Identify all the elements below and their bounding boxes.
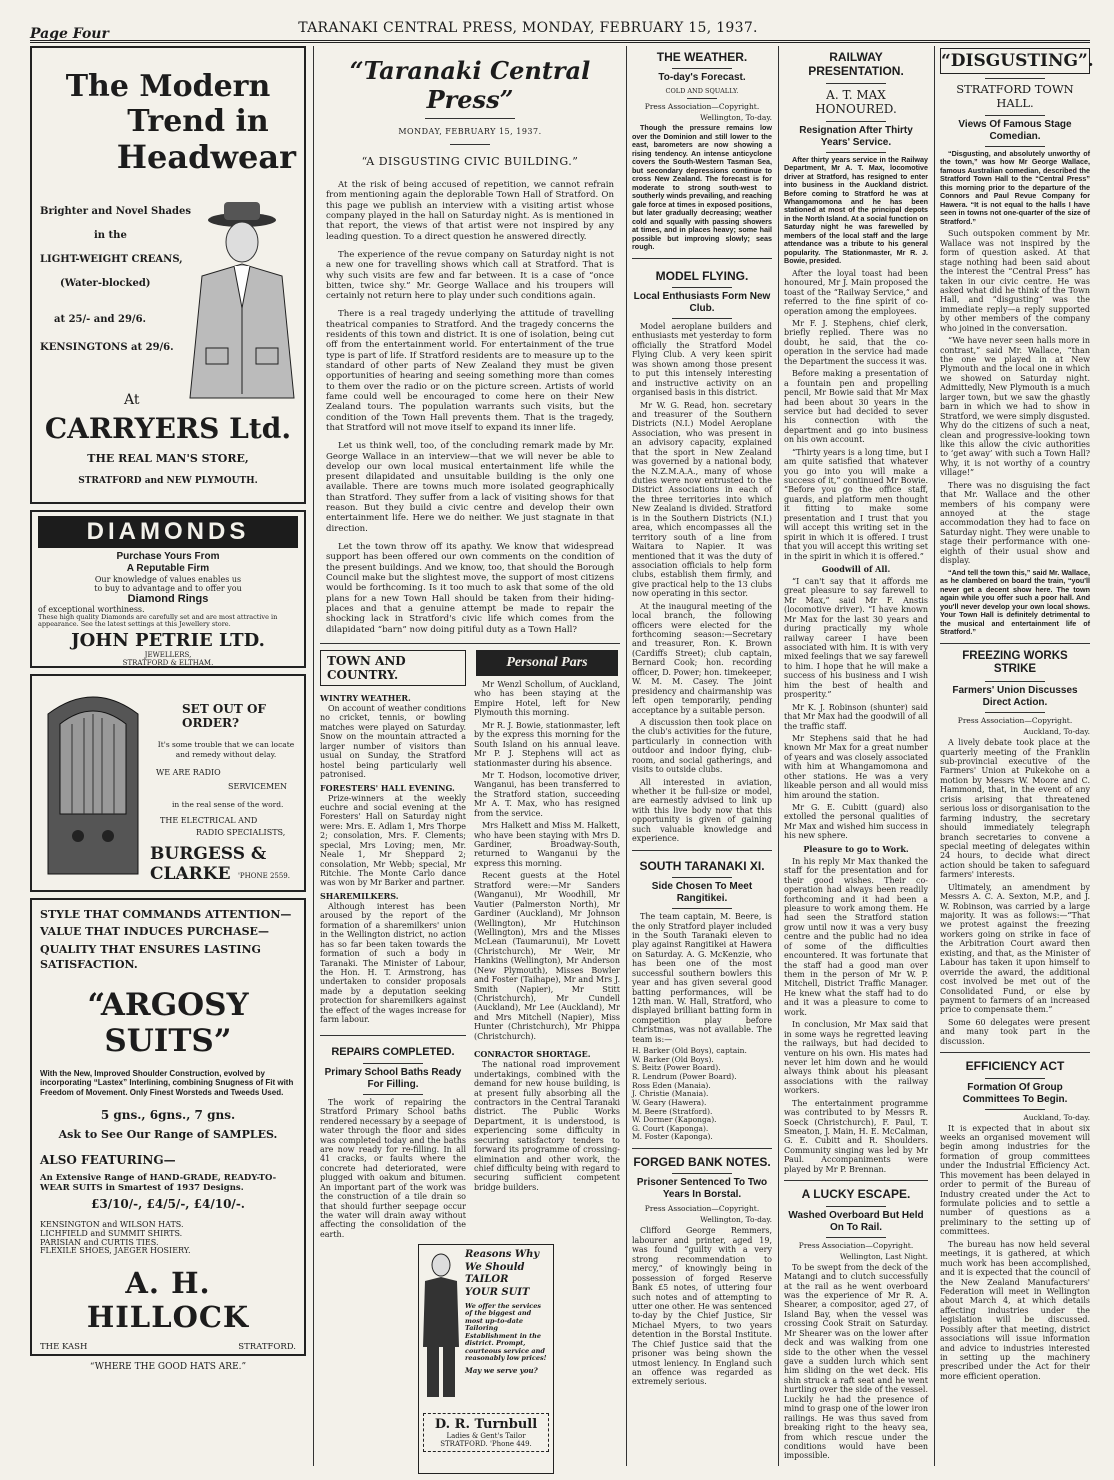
column-three (632, 46, 772, 1470)
paragraph: On account of weather conditions no cricket, tennis, or bowling matches were played on Saturday. Snow on the mountain attracted a larger number of visitors than usual on Sunday, the Stratford hostel being particularly well patronised. (320, 704, 466, 780)
column-rule (778, 46, 779, 1466)
item-caption: FORESTERS' HALL EVENING. (320, 782, 455, 793)
page-number: Page Four (30, 26, 109, 42)
divider (687, 98, 717, 99)
divider (672, 68, 732, 69)
hillock-ad (30, 898, 306, 1373)
ad-line: STRATFORD. (238, 1342, 296, 1353)
paragraph: Mr G. E. Cubitt (guard) also extolled the personal qualities of Mr Max and wished him success in his new sphere. (784, 803, 928, 841)
list-item: M. Beere (Stratford). (632, 1106, 713, 1116)
section-title: Personal Pars (476, 650, 618, 676)
item-caption: SHAREMILKERS. (320, 890, 399, 901)
paragraph: The work of repairing the Stratford Primary School baths rendered necessary by a seepage of water through the floor and sides was completed today and the baths are now ready for re-filling. In all 41 cracks, or faults where the concrete had deteriorated, were plugged with oakum and bitumen. An important part of the work was the construction of a tile drain so that should further seepage occur the water will drain away without affecting the consolidation of the earth. (320, 1097, 466, 1239)
divider (363, 1063, 423, 1064)
paragraph: Let the town throw off its apathy. We know that widespread support has been offered our own comments on the condition of the present buildings. And we know, too, that should the Borough Council make but the slightest move, the support of most citizens would be forthcoming. Is it too much to ask that some of the old plans for a new Town Hall should be taken from their hiding-places and that a genuine attempt be made to repair the shocking lack in Stratford's civic life which comes from the dilapidated “barn” now doing pitiful duty as a Town Hall? (326, 542, 614, 635)
article-subtitle: Local Enthusiasts Form New Club. (633, 291, 771, 315)
article-title: FREEZING WORKS STRIKE (962, 649, 1068, 676)
list-item: R. Lendrum (Power Board). (632, 1072, 737, 1082)
list-item: H. Barker (Old Boys), captain. (632, 1046, 747, 1056)
divider (985, 681, 1045, 682)
section-rule (784, 1180, 928, 1181)
paragraph: Though the pressure remains low over the Dominion and still lower to the east, barometers are now showing a rising tendency. An intense anticyclone covers the South-Western Tasman Sea, but secondary depressions continue to cross New Zealand. The forecast is for moderate to strong south-west to southerly winds prevailing, and reaching gale force at times in exposed positions, but later gradually decreasing; weather cold and squally with passing showers at times, and in places heavy; some hail possible but improving slowly; seas rough. (632, 123, 772, 252)
ad-line: Ladies & Gent's Tailor (446, 1432, 526, 1440)
paragraph: At the inaugural meeting of the local branch, the following officers were elected for the forthcoming season:—Secretary and treasurer, Ron. K. Brown (Cardiffs Street); club captain, Bernard Cook; hon. recording officer, D. Power; hon. timekeeper, W. M. M. Casey. The joint presidency and chairmanship was left open temporarily, pending acceptance by a suitable person. (632, 601, 772, 715)
man-illustration (182, 198, 300, 428)
turnbull-brand: D. R. Turnbull (434, 1417, 538, 1432)
list-item: S. Beitz (Power Board). (632, 1063, 721, 1073)
radio-cabinet-illustration (38, 684, 148, 880)
paragraph: Mr W. G. Read, hon. secretary and treasurer of the Southern Districts (N.I.) Model Aeroplane Association, who was present in an advisory capacity, explained that the sport in New Zealand was governed by a national body, the N.Z.M.A.A., many of whose duties were now entrusted to the District Associations in each of the three territories into which New Zealand is divided. Stratford is in the Southern Districts (N.I.) area, which encompasses all the territory south of a line from Waitara to Napier. It was mentioned that it was the duty of association officials to help form clubs, establish them firmly, and give practical help to the 13 clubs now operating in this sector. (632, 400, 772, 599)
article-subtitle: To-day's Forecast. (658, 72, 746, 84)
ad-line: May we serve you? (465, 1365, 538, 1375)
paragraph: Mr T. Hodson, locomotive driver, Wanganui, has been transferred to the Stratford station, succeeding Mr A. T. Max, who has resigned from the service. (474, 770, 620, 818)
ad-line: FLEXILE SHOES, JAEGER HOSIERY. (40, 1246, 191, 1256)
tailor-illustration (421, 1251, 461, 1401)
ad-line: LICHFIELD and SUMMIT SHIRTS. (40, 1228, 183, 1238)
masthead: TARANAKI CENTRAL PRESS, MONDAY, FEBRUARY 15, 1937. (298, 20, 758, 36)
editorial-masthead: “Taranaki Central Press” (349, 56, 591, 114)
section-rule (320, 643, 620, 644)
article-title: A LUCKY ESCAPE. (801, 1187, 911, 1202)
divider (826, 152, 886, 153)
divider (985, 146, 1045, 147)
column-four (784, 46, 928, 1470)
section-rule (940, 643, 1090, 644)
ad-line: Brighter and Novel Shades (40, 206, 191, 217)
paragraph: Mr K. J. Robinson (shunter) said that Mr Max had the goodwill of all the traffic staff. (784, 702, 928, 731)
paragraph: Mr Wenzl Schollum, of Auckland, who has been staying at the Empire Hotel, left for New Plymouth this morning. (474, 680, 620, 718)
paragraph: After thirty years service in the Railway Department, Mr A. T. Max, locomotive driver at Stratford, has resigned to enter into business in the Auckland district. Before coming to Stratford he was at Whangamomona and he has been stationed at most of the principal depots in the North Island. At a social function on Saturday night he was farewelled by members of the local staff and the large attendance was a tribute to his general popularity. The Stationmaster, Mr R. J. Bowie, presided. (784, 154, 928, 266)
ad-line: JEWELLERS, (144, 651, 192, 660)
paragraph: “I can't say that it affords me great pleasure to say farewell to Mr Max,” said Mr F. Anstis (locomotive driver). “I have known Mr Max for the last 30 years and during practically my whole railway career I have been associated with him. It is with very mixed feelings that we say farewell to him. I hope that he will make a success of his business and I wish him the best of health and prosperity.” (784, 576, 928, 700)
ad-line: STRATFORD. 'Phone 449. (440, 1440, 532, 1448)
ad-prices: 5 gns., 6gns., 7 gns. (100, 1107, 236, 1122)
dateline: Wellington, Last Night. (839, 1251, 928, 1261)
divider (985, 1109, 1045, 1110)
carryers-ad (30, 46, 306, 504)
divider (672, 1173, 732, 1174)
ad-line: VALUE THAT INDUCES PURCHASE— (40, 925, 269, 938)
ad-line: Diamond Rings (127, 593, 209, 605)
header-rule (30, 40, 1090, 43)
paragraph: It is expected that in about six weeks an organised movement will begin among industries for the formation of group committees under the Industrial Efficiency Act. This movement has been delayed in order to permit of the Bureau of Industry created under the Act to formulate policies and to settle a number of questions as a preliminary to the setting up of committees. (940, 1123, 1090, 1237)
column-rule (313, 46, 314, 1466)
dateline: Wellington, To-day. (700, 1215, 772, 1225)
article-title: THE WEATHER. (656, 50, 748, 64)
paragraph: The national road improvement undertakings, combined with the demand for new house building, is at present fully absorbing all the contractors in the Central Taranaki district. The Public Works Department, it is understood, is experiencing some difficulty in securing satisfactory tenders to forward its programme of crossing-elimination and other work, the chief difficulty being with regard to securing sufficient competent bridge builders. (474, 1060, 620, 1192)
article-subtitle: Resignation After Thirty Years' Service. (799, 124, 913, 148)
list-item: W. Barker (Old Boys). (632, 1054, 714, 1064)
press-line: Press Association—Copyright. (644, 102, 760, 112)
paragraph: Let us think well, too, of the concluding remark made by Mr. George Wallace in an interview—that we will never be able to develop our own local musical entertainment life while the present dilapidated and unsuitable building is the only one available. There are towns much more isolated geographically than Stratford. They suffer from a lack of visiting shows for that reason. But they build a civic centre and develop their own entertainment life. Here we do neither. We just stagnate in that direction. (326, 441, 614, 534)
paragraph: Such outspoken comment by Mr. Wallace was not inspired by the form of question asked. At that stage nothing had been said about the interest the “Central Press” has taken in our civic centre. He was asked what did he think of the Town Hall, and “disgusting” was the immediate reply—a reply supported by other members of the company who joined in the conversation. (940, 229, 1090, 333)
paragraph: Prize-winners at the weekly euchre and social evening at the Foresters' Hall on Saturday night were: Mrs. E. Adlam 1, Mrs Thorpe 2; consolation, Mrs. F. Clements; special, Mrs Loving; men, Mr. Neale 1, Mr Sheppard 2; consolation, Mr Webb; special, Mr Ritchie. The Monte Carlo dance was won by Mr Barker and partner. (320, 793, 466, 888)
ad-line: in the (94, 230, 127, 241)
article-subtitle: Formation Of Group Committees To Begin. (962, 1081, 1068, 1105)
divider (826, 1237, 886, 1238)
ad-slogan: “WHERE THE GOOD HATS ARE.” (89, 1362, 247, 1373)
divider (826, 83, 886, 84)
ad-phone: 'PHONE 2559. (238, 872, 290, 880)
ad-footer (40, 1342, 296, 1354)
column-rule (934, 46, 935, 1466)
article-subtitle: A. T. MAX HONOURED. (815, 87, 897, 117)
paragraph: Mr Stephens said that he had known Mr Max for a great number of years and was closely associated with him at Whangamomona and other stations. He was a very likeable person and all would miss him around the station. (784, 733, 928, 800)
list-item: Ross Eden (Manaia). (632, 1080, 711, 1090)
ad-line: RADIO SPECIALISTS, (196, 828, 286, 837)
paragraph: Model aeroplane builders and enthusiasts met yesterday to form officially the Stratford Model Flying Club. A very keen spirit was shown among those present to put this intensely interesting and instructive activity on an organised basis in this district. (632, 322, 772, 398)
article-subtitle: STRATFORD TOWN HALL. (956, 82, 1074, 111)
article-subtitle: Views Of Famous Stage Comedian. (958, 118, 1072, 142)
ad-title-3: Headwear (116, 138, 296, 176)
editorial-headline: “A DISGUSTING CIVIC BUILDING.” (361, 155, 579, 168)
ads-column (30, 46, 306, 1470)
divider (985, 115, 1045, 116)
article-caption: COLD AND SQUALLY. (665, 87, 739, 96)
paragraph: Clifford George Remmers, labourer and printer, aged 19, was found “guilty with a very strong recommendation to mercy,” of knowingly being in possession of forged Reserve Bank £5 notes, of uttering four such notes and of attempting to utter one other. He was sentenced to-day by the Chief Justice, Sir Michael Myers, to two years detention in the Borstal Institute. The Chief Justice said that the prisoner was being shown the utmost leniency. In England such an offence was regarded as extremely serious. (632, 1226, 772, 1387)
section-rule (940, 1052, 1090, 1053)
ad-line: It's some trouble that we can locate (157, 740, 295, 749)
burgess-clarke-ad (30, 674, 306, 892)
paragraph: “And tell the town this,” said Mr. Wallace, as he clambered on board the train, “you'll never get a decent show here. The town again while you offer such a poor hall. And you'll never develop your own local shows. Your Town Hall is definitely detrimental to the musical and entertainment life of Stratford.” (940, 567, 1090, 637)
list-item: J. Christie (Manaia). (632, 1089, 709, 1099)
article-subtitle: Farmers' Union Discusses Direct Action. (952, 685, 1078, 709)
ad-line: YOUR SUIT (465, 1286, 530, 1298)
list-item: W. Dormer (Kaponga). (632, 1115, 717, 1125)
paragraph: The bureau has now held several meetings, it is gathered, at which much work has been accomplished, and it is expected that the council of the New Zealand Manufacturers' Federation will meet in Wellington about March 4, at which details affecting industries under the legislation will be discussed. Possibly after that meeting, district associations will issue information and advice to industries interested in setting up the machinery prescribed under the Act for their more efficient operation. (940, 1239, 1090, 1381)
ad-line: THE KASH (40, 1342, 88, 1353)
article-subtitle: Primary School Baths Ready For Filling. (324, 1066, 462, 1090)
paragraph: At the risk of being accused of repetition, we cannot refrain from mentioning again the deplorable Town Hall of Stratford. On this page we publish an interview with a visiting artist whose company played in the hall on Saturday night. As is mentioned in that report, the views of that artist were not inspired by any leading question. To a direct question he answered directly. (326, 180, 614, 242)
hillock-brand: A. H. HILLOCK (86, 1266, 250, 1335)
paragraph: Some 60 delegates were present and many took part in the discussion. (940, 1017, 1090, 1046)
paragraph: After the loyal toast had been honoured, Mr J. Main proposed the toast of the “Railway Service,” and referred to the fine spirit of co-operation among the employees. (784, 268, 928, 316)
ad-line: ALSO FEATURING— (40, 1152, 176, 1167)
list-item: G. Court (Kaponga). (632, 1123, 709, 1133)
paragraph: Mr R. J. Bowie, stationmaster, left by the express this morning for the South Island on his annual leave. Mr P. J. Stephens will act as stationmaster during his absence. (474, 720, 620, 768)
paragraph: The entertainment programme was contributed to by Messrs R. Soeck (Christchurch), F. Paul, T. Smeaton, J. Main, H. E. McCalman, G. E. Cubitt and R. Shoulders. Community singing was led by Mr Paul. Accompaniments were played by Mr P. Brennan. (784, 1098, 928, 1174)
press-line: Press Association—Copyright. (644, 1204, 760, 1214)
ad-line: Our knowledge of values enables us (94, 575, 242, 584)
dateline: Wellington, To-day. (700, 113, 772, 123)
press-line: Press Association—Copyright. (957, 716, 1073, 726)
divider (363, 1094, 423, 1095)
diamonds-banner: DIAMONDS (38, 516, 298, 548)
subheading: Goodwill of All. (821, 563, 891, 574)
ad-line: to buy to advantage and to offer you (94, 584, 242, 593)
paragraph: “Thirty years is a long time, but I am quite satisfied that whatever you go into you will make a success of it,” continued Mr Bowie. “Before you go the office staff, guards, and platform men thought it fitting to make some presentation and I trust that you will accept this writing set in the spirit in which it is offered. I trust that you will accept this writing set in the spirit in which it is offered.” (784, 447, 928, 561)
column-five (940, 46, 1094, 1470)
divider (826, 1206, 886, 1207)
divider (985, 712, 1045, 713)
ad-towns: STRATFORD and NEW PLYMOUTH. (78, 476, 258, 486)
burgess-brand: BURGESS & CLARKE (150, 844, 267, 884)
paragraph: A lively debate took place at the quarterly meeting of the Franklin sub-provincial executive of the Farmers' Union at Pukekohe on a motion by Messrs W. Moore and C. Hammond, that, in the event of any crisis arising that threatened serious loss or disorganisation to the farming industry, the secretary should immediately telegraph branch secretaries to convene a special meeting of delegates within 24 hours, to decide what direct action should be taken to safeguard farmers' interests. (940, 738, 1091, 880)
divider (985, 1078, 1045, 1079)
ad-line: (Water-blocked) (60, 278, 151, 289)
ad-question: SET OUT OF ORDER? (182, 702, 266, 730)
ad-line: A Reputable Firm (126, 563, 210, 574)
ad-line: at 25/- and 29/6. (54, 314, 147, 325)
paragraph: A discussion then took place on the club's activities for the future, particularly in connection with outdoor and indoor flying, club-room, and social gatherings, and visits to outside clubs. (632, 717, 772, 775)
dateline: Auckland, To-day. (1023, 1112, 1090, 1122)
paragraph: “We have never seen halls more in contrast,” said Mr. Wallace, “than the one we played in at New Plymouth and the local one in which we showed on Saturday night. Admittedly, New Plymouth is a much larger town, but we saw the ghastly barn in which we had to show in Stratford, we were simply disgusted. Why do the citizens of such a neat, clean and progressive-looking town like this allow the civic authorities to ‘get away’ with such a Town Hall? Why, it is not worthy of a country village!” (940, 336, 1090, 478)
ad-prices: £3/10/-, £4/5/-, £4/10/-. (91, 1196, 245, 1211)
paragraph: Although interest has been aroused by the report of the formation of a sharemilkers' union in the Wellington district, no action has so far been taken towards the formation of such a body in Taranaki. The Minister of Labour, the Hon. H. T. Armstrong, has undertaken to consider proposals made by a deputation seeking protection for sharemilkers against the effect of the wages increase for farm labour. (320, 901, 466, 1025)
article-title: SOUTH TARANAKI XI. (639, 858, 765, 873)
ad-line: STRATFORD & ELTHAM. (122, 659, 214, 668)
ad-line: Reasons Why (465, 1249, 540, 1260)
editorial-body (320, 180, 620, 635)
petrie-ad (30, 510, 306, 668)
paragraph: Recent guests at the Hotel Stratford were:—Mr Sanders (Wanganui), Mr Woodhill, Mr Vautier (Palmerston North), Mr Gardiner (Auckland), Mr Johnson (Wellington), Mr Hutchinson (Wellington), Mrs and the Misses McLean (Taumarunui), Mr Lovett (Christchurch), Mr Weir, Mr Hankins (Wellington), Mr Anderson (New Plymouth), Misses Bowler and Foster (Taihape), Mr and Mrs J. Smith (Napier), Mr Stitt (Christchurch), Mr Cundell (Auckland), Mr Lee (Auckland), Mr and Mrs Mitchell (Napier), Miss Hunter (Christchurch), Mr Phippa (Christchurch). (474, 871, 620, 1041)
ad-line: KENSINGTONS at 29/6. (40, 342, 174, 353)
article-title: EFFICIENCY ACT (965, 1059, 1065, 1074)
section-rule (632, 850, 772, 851)
paragraph: All interested in aviation, whether it be full-size or model, are earnestly advised to link up with this live body now that this opportunity is given of gaining such valuable knowledge and experience. (632, 777, 772, 844)
petrie-brand: JOHN PETRIE LTD. (71, 630, 265, 652)
divider (672, 877, 732, 878)
article-subtitle: Washed Overboard But Held On To Rail. (788, 1209, 924, 1233)
list-item: W. Geary (Hawera). (632, 1097, 707, 1107)
ad-line: Purchase Yours From (116, 551, 220, 562)
divider (985, 78, 1045, 79)
page-header (0, 0, 1114, 46)
ad-line: and remedy without delay. (175, 750, 277, 759)
section-title: TOWN AND COUNTRY. (320, 650, 466, 686)
ad-line: LIGHT-WEIGHT CREANS, (40, 254, 183, 265)
personal-pars-section (474, 646, 620, 1195)
list-item: M. Foster (Kaponga). (632, 1132, 713, 1142)
ad-line: of exceptional worthiness. (38, 605, 145, 614)
article-title: FORGED BANK NOTES. (633, 1155, 771, 1170)
article-title: MODEL FLYING. (655, 268, 749, 283)
editorial-column (320, 46, 620, 1470)
ad-at: At (124, 392, 140, 408)
ad-title-2: Trend in (127, 103, 269, 139)
turnbull-nameplate (423, 1413, 549, 1452)
item-caption: WINTRY WEATHER. (320, 693, 411, 703)
ad-line: QUALITY THAT ENSURES LASTING SATISFACTION. (40, 943, 261, 972)
article-title: “DISGUSTING”. (940, 48, 1090, 74)
article-subtitle: Side Chosen To Meet Rangitikei. (651, 881, 753, 905)
ad-tagline: THE REAL MAN'S STORE, (87, 452, 249, 465)
section-rule (632, 1148, 772, 1149)
ad-line: KENSINGTON and WILSON HATS. (40, 1219, 184, 1229)
ad-description: We offer the services of the biggest and most up-to-date Tailoring Establishment in the district. Prompt, courteous service and reasonably low prices! (465, 1302, 547, 1363)
ad-description: With the New, Improved Shoulder Construction, evolved by incorporating “Lastex” Interlining, combining Snugness of Fit with Freedom of Movement. Only Finest Worsteds and Tweeds Used. (40, 1068, 294, 1097)
paragraph: In conclusion, Mr Max said that in some ways he regretted leaving the railways, but had decided to venture on his own. His mates had never let him down and he would always think about his pleasant associations with the railway workers. (784, 1020, 928, 1096)
article-title: RAILWAY PRESENTATION. (808, 50, 904, 79)
ad-title-1: The Modern (65, 69, 271, 104)
article-title: REPAIRS COMPLETED. (331, 1045, 455, 1058)
ad-line: TAILOR (465, 1274, 509, 1285)
turnbull-ad (418, 1244, 554, 1474)
ad-line: An Extensive Range of HAND-GRADE, READY-TO-WEAR SUITS in Smartest of 1937 Designs. (40, 1172, 277, 1193)
ad-line: STYLE THAT COMMANDS ATTENTION— (40, 908, 292, 921)
carryers-brand: CARRYERS Ltd. (44, 412, 292, 445)
paragraph: To be swept from the deck of the Matangi and to clutch successfully at the rail as he went overboard was the experience of Mr R. A. Shearer, a compositor, aged 27, of Island Bay, when the vessel was crossing Cook Strait on Saturday. Mr Shearer was on the lower after deck and was walking from one side to the other when the vessel gave a sudden lurch which sent him sliding on the wet deck. His shin struck a raft seat and he went hurtling over the side of the vessel. Luckily he had the presence of mind to grasp one of the lower iron railings. He was thus saved from breaking right to the heavy sea, from which rescue under the conditions would have been impossible. (784, 1262, 928, 1461)
dateline: Auckland, To-day. (1023, 727, 1090, 737)
paragraph: Mrs Halkett and Miss M. Halkett, who have been staying with Mrs D. Gardiner, Broadway-South, returned to Wanganui by the express this morning. (474, 821, 620, 868)
paragraph: Ultimately, an amendment by Messrs A. C. A. Sexton, M.P., and J. W. Robinson, was carried by a large majority. It was as follows:—“That we protest against the freezing workers going on strike in face of the Arbitration Court award then existing, and that, as the Minister of Labour has taken it upon himself to override the award, the additional cost involved be met out of the Consolidated Fund, or else by payment to farmers of an increased price to compensate them.” (940, 882, 1090, 1015)
paragraph: Mr F. J. Stephens, chief clerk, briefly replied. There was no doubt, he said, that the co-operation in the service had made the Department the success it was. (784, 319, 928, 366)
paragraph: In his reply Mr Max thanked the staff for the presentation and for their good wishes. Their co-operation had always been readily forthcoming and it had been a pleasure to work among them. He had seen the Stratford station grow until now it was a very busy centre and the public had no idea of some of the difficulties encountered. It was fortunate that the staff had a good man over them in the person of Mr W. P. Mitchell, District Traffic Manager. He knew what the staff had to do and it was a pleasure to come to work. (784, 856, 928, 1017)
ad-line: WE ARE RADIO (156, 768, 221, 777)
ad-line: PARISIAN and CURTIS TIES. (40, 1237, 159, 1247)
paragraph: Before making a presentation of a fountain pen and propelling pencil, Mr Bowie said that Mr Max had been about 30 years in the service but had decided to sever his connection with the department and go into business on his own account. (784, 369, 928, 445)
ad-line: These high quality Diamonds are carefully set and are most attractive in appearance. See the latest settings at this Jewellery store. (38, 613, 278, 629)
article-subtitle: Prisoner Sentenced To Two Years In Borstal. (636, 1177, 768, 1201)
divider (826, 121, 886, 122)
ad-line: Ask to See Our Range of SAMPLES. (58, 1127, 278, 1141)
paragraph: There is a real tragedy underlying the attitude of travelling theatrical companies to Stratford. And the tragedy concerns the residents of this town and district. It is one of isolation, being cut off from the entertainment world. For entertainment of the true type is part of life. If Stratford residents are to measure up to the standard of other parts of New Zealand they must be given opportunities of hearing and seeing something more than comes to them over the radio or on the picture screen. Artists of world fame could well be encouraged to come here on their New Zealand tours. The population warrants such visits, but the condition of the Town Hall prevents them. That is the tragedy, that Stratford will not move itself to expand its inner life. (326, 309, 614, 433)
ad-line: THE ELECTRICAL AND (160, 816, 258, 825)
divider (672, 287, 732, 288)
ad-line: SERVICEMEN (228, 782, 287, 791)
divider (672, 318, 732, 319)
paragraph: “Disgusting, and absolutely unworthy of the town,” was how Mr George Wallace, famous Australian comedian, described the Stratford Town Hall to the “Central Press” this morning prior to the departure of the Connors and Paul Revue Company for Hawera. “It is not equal to the halls I have seen in towns not one-quarter of the size of Stratford.” (940, 148, 1090, 226)
press-line: Press Association—Copyright. (798, 1240, 914, 1250)
paragraph: The team captain, M. Beere, is the only Stratford player included in the South Taranaki eleven to play against Rangitikei at Hawera on Saturday. A. G. McKenzie, who has been one of the most successful southern bowlers this year and has given several good batting performances, will be 12th man. W. Hall, Stratford, who displayed brilliant batting form in competition play before Christmas, was not available. The team is:— (632, 912, 772, 1044)
team-list (632, 1047, 772, 1142)
divider (425, 118, 515, 119)
ad-line: in the real sense of the word. (172, 800, 284, 809)
ad-line: We Should (465, 1261, 525, 1273)
section-rule (632, 258, 772, 259)
divider (672, 908, 732, 909)
divider (450, 144, 490, 145)
town-and-country-section (320, 646, 466, 1242)
item-caption: CONRACTOR SHORTAGE. (474, 1049, 591, 1060)
editorial-date: MONDAY, FEBRUARY 15, 1937. (398, 127, 542, 136)
section-rule (320, 1035, 466, 1036)
subheading: Pleasure to go to Work. (803, 843, 909, 854)
column-rule (626, 46, 627, 1466)
paragraph: There was no disguising the fact that Mr. Wallace and the other members of his company were annoyed at the stage accommodation they had to face on Saturday night. They were unable to stage their performance with one-eighth of their usual show and display. (940, 480, 1090, 566)
argosy-suits-heading: “ARGOSY SUITS” (87, 986, 249, 1059)
paragraph: The experience of the revue company on Saturday night is not a new one for travelling shows which call at Stratford. That is why such visits are few and far between. It is a case of “once bitten, twice shy.” Mr. George Wallace and his troupers will certainly not return here to play under such conditions again. (326, 249, 614, 302)
